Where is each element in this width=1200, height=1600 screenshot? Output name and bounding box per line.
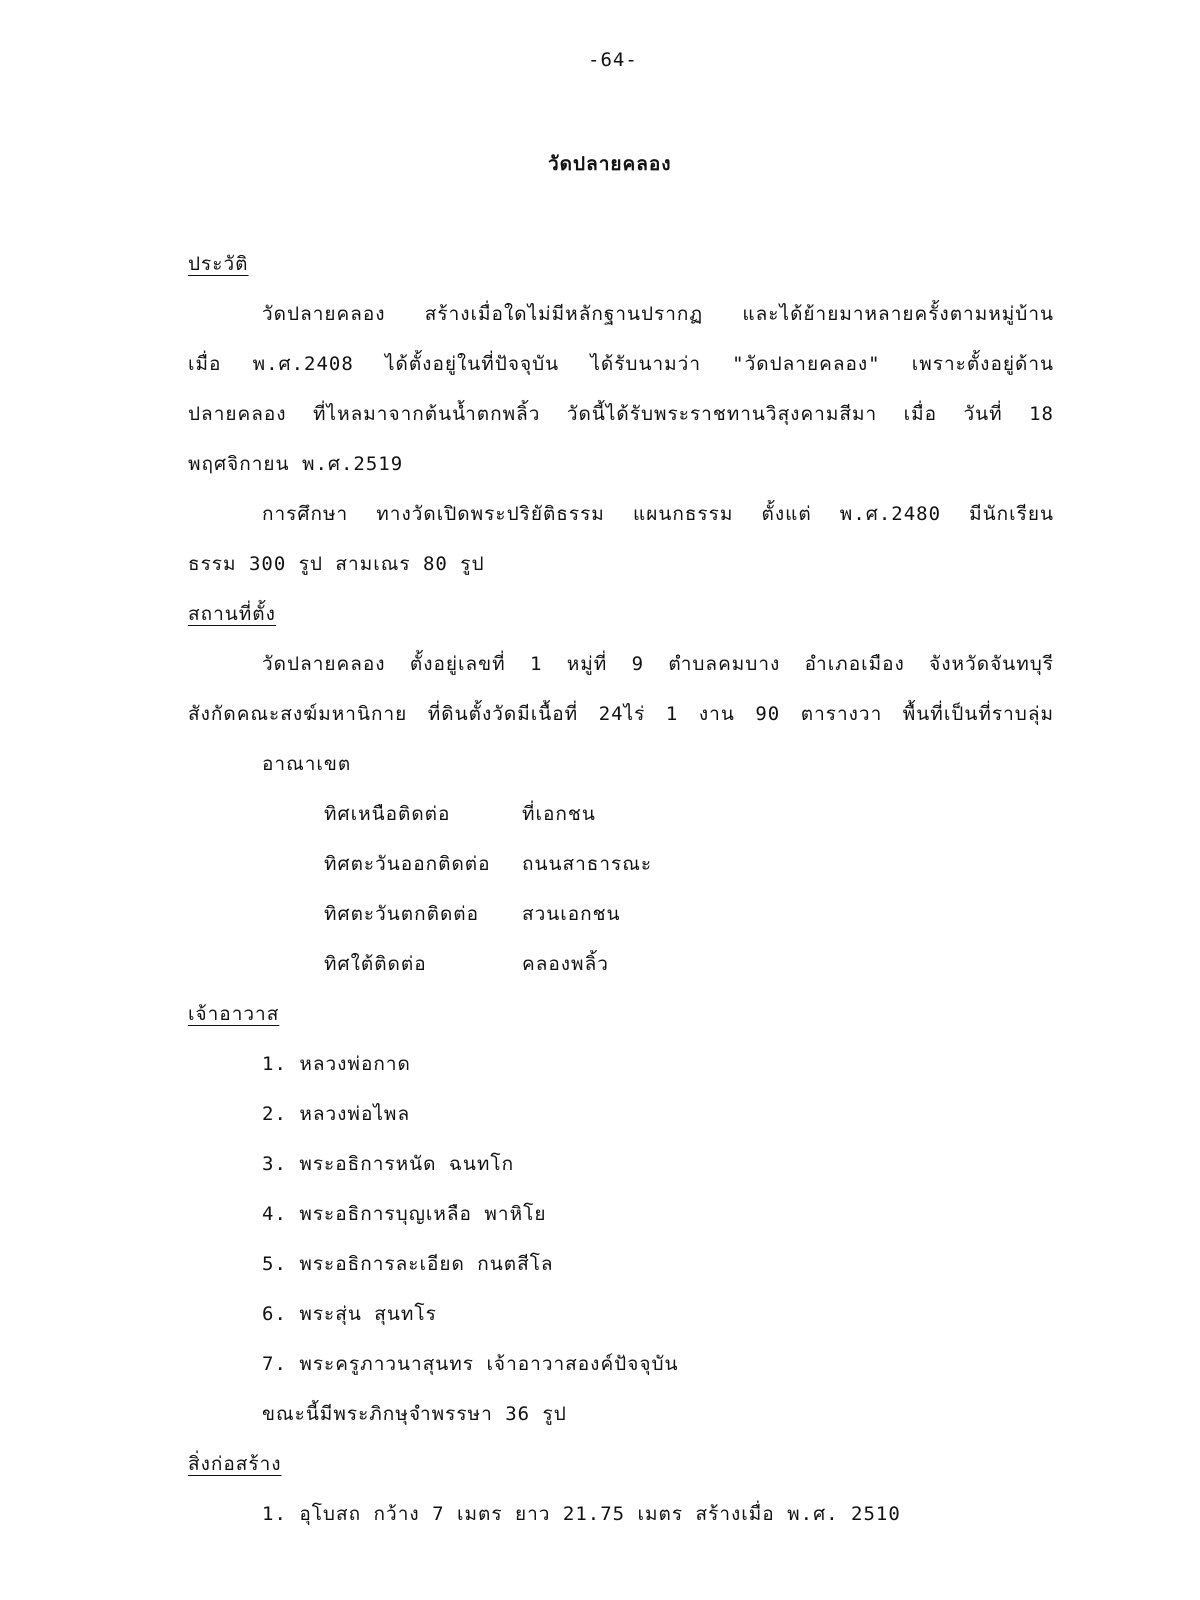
- boundary-north-value: ที่เอกชน: [522, 803, 596, 825]
- page-number: -64-: [588, 49, 638, 71]
- boundary-heading: อาณาเขต: [262, 753, 352, 775]
- location-heading: สถานที่ตั้ง: [188, 603, 276, 625]
- history-line-2: เมื่อ พ.ศ.2408 ได้ตั้งอยู่ในที่ปัจจุบัน ได้รับนามว่า "วัดปลายคลอง" เพราะตั้งอยู่ด้าน: [188, 353, 1054, 375]
- boundary-south-label: ทิศใต้ติดต่อ: [324, 953, 427, 975]
- boundary-south-value: คลองพลิ้ว: [522, 953, 609, 975]
- abbot-list-item: 5. พระอธิการละเอียด กนตสีโล: [262, 1253, 554, 1275]
- boundary-north-label: ทิศเหนือติดต่อ: [324, 803, 451, 825]
- boundary-east-value: ถนนสาธารณะ: [522, 853, 653, 875]
- abbot-list-item: 1. หลวงพ่อกาด: [262, 1053, 411, 1075]
- monks-count-note: ขณะนี้มีพระภิกษุจำพรรษา 36 รูป: [262, 1403, 567, 1425]
- boundary-east-label: ทิศตะวันออกติดต่อ: [324, 853, 491, 875]
- abbot-list-item: 2. หลวงพ่อไพล: [262, 1103, 411, 1125]
- building-list-item: 1. อุโบสถ กว้าง 7 เมตร ยาว 21.75 เมตร สร้างเมื่อ พ.ศ. 2510: [262, 1503, 901, 1525]
- abbot-list-item: 3. พระอธิการหนัด ฉนทโก: [262, 1153, 515, 1175]
- boundary-west-label: ทิศตะวันตกติดต่อ: [324, 903, 480, 925]
- abbot-list-item: 6. พระสุ่น สุนทโร: [262, 1303, 437, 1325]
- history-line-1: วัดปลายคลอง สร้างเมื่อใดไม่มีหลักฐานปรากฏ และได้ย้ายมาหลายครั้งตามหมู่บ้าน: [262, 303, 1054, 325]
- abbots-heading: เจ้าอาวาส: [188, 1003, 280, 1025]
- abbot-list-item: 4. พระอธิการบุญเหลือ พาหิโย: [262, 1203, 547, 1225]
- history-line-3: ปลายคลอง ที่ไหลมาจากต้นน้ำตกพลิ้ว วัดนี้ได้รับพระราชทานวิสุงคามสีมา เมื่อ วันที่ 18: [188, 403, 1054, 425]
- history-heading: ประวัติ: [188, 253, 249, 275]
- history-line-4: พฤศจิกายน พ.ศ.2519: [188, 453, 404, 475]
- location-line-1: วัดปลายคลอง ตั้งอยู่เลขที่ 1 หมู่ที่ 9 ตำบลคมบาง อำเภอเมือง จังหวัดจันทบุรี: [262, 653, 1054, 675]
- education-line-2: ธรรม 300 รูป สามเณร 80 รูป: [188, 553, 485, 575]
- abbot-list-item: 7. พระครูภาวนาสุนทร เจ้าอาวาสองค์ปัจจุบัน: [262, 1353, 679, 1375]
- location-line-2: สังกัดคณะสงฆ์มหานิกาย ที่ดินตั้งวัดมีเนื้อที่ 24ไร่ 1 งาน 90 ตารางวา พื้นที่เป็นที่ราบลุ่ม: [188, 703, 1054, 725]
- page-title: วัดปลายคลอง: [548, 153, 672, 175]
- boundary-west-value: สวนเอกชน: [522, 903, 621, 925]
- buildings-heading: สิ่งก่อสร้าง: [188, 1453, 282, 1475]
- education-line-1: การศึกษา ทางวัดเปิดพระปริยัติธรรม แผนกธรรม ตั้งแต่ พ.ศ.2480 มีนักเรียน: [262, 503, 1054, 525]
